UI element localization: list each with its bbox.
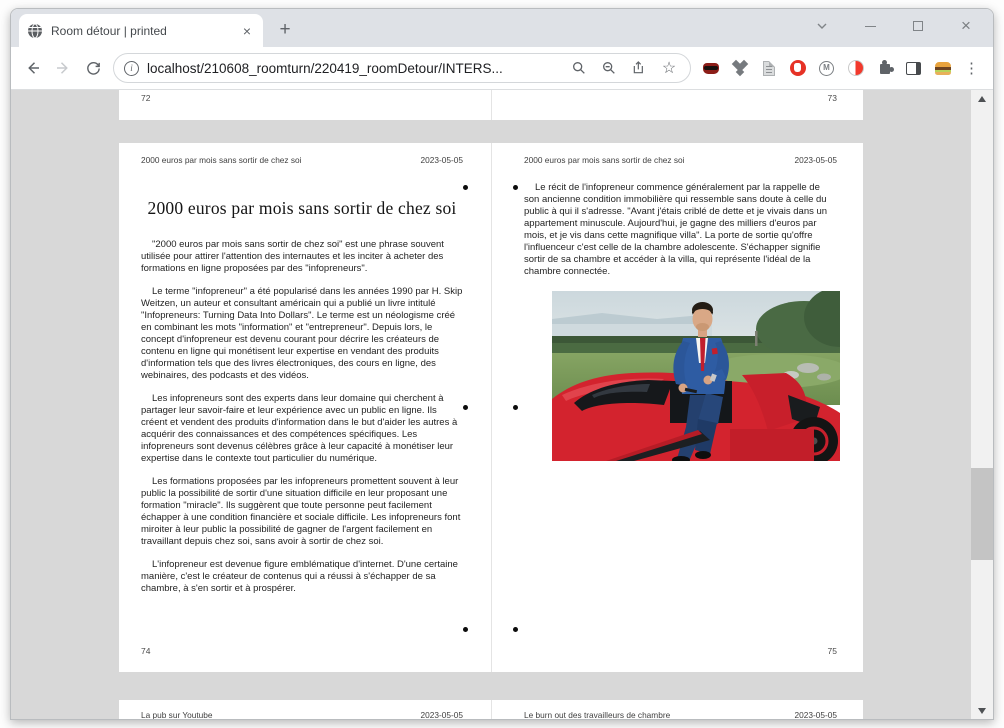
paragraph: L'infopreneur est devenue figure emblématique d'internet. D'une certaine manière, c'est le créateur de contenus qui a réussi à s'échapper de sa chambre, à s'en sortir et à prospérer. (141, 559, 458, 594)
vertical-scrollbar[interactable] (971, 90, 993, 719)
page-75-body (524, 182, 837, 278)
bullet-dot (463, 405, 468, 410)
page-74-header (141, 155, 463, 165)
page-73-bottom (491, 90, 863, 120)
half-red-circle-extension-icon[interactable] (842, 55, 869, 82)
window-controls (811, 9, 985, 43)
bullet-dot (463, 627, 468, 632)
paragraph: Le terme "infopreneur" a été popularisé dans les années 1990 par H. Skip Weitzen, un auteur et consultant américain qui a publié un livre intitulé "Infopreneurs: Turning Data Into Dollars". Le terme est un néologisme créé en combinant les mots "information" et "entrepreneur". Depuis lors, le concept d'infopreneur est devenu courant pour décrire les créateurs de contenu en ligne qui monétisent leur expertise en vendant des produits d'information tels que des livres électroniques, des cours en ligne, des webinaires, des podcasts et des vidéos. (141, 286, 463, 381)
tab-strip (11, 9, 993, 47)
share-icon[interactable] (628, 57, 650, 79)
paragraph: Le récit de l'infopreneur commence généralement par la rappelle de son ancienne condition immobilière qui ressemble sans doute à celle du public à qui il s'adresse. "Avant j'étais criblé de dette et je vivais dans un appartement minuscule. Aujourd'hui, je gagne des milliers d'euros par mois, et je vis dans cette magnifique villa". La porte de sortie qu'offre l'influenceur c'est celle de la chambre adolescente. S'échapper signifie sortir de sa chambre et accéder à la villa, qui représente l'idéal de la chambre connectée. (524, 182, 828, 277)
globe-favicon-icon (27, 23, 43, 39)
tab-title: Room détour | printed (51, 23, 167, 38)
forward-icon[interactable] (49, 54, 77, 82)
bookmark-star-icon[interactable]: ☆ (661, 60, 677, 77)
page-info-icon[interactable]: i (124, 61, 139, 76)
zoom-out-icon[interactable] (598, 57, 620, 79)
scrollbar-thumb[interactable] (971, 468, 993, 560)
bullet-dot (513, 627, 518, 632)
page-next-right-top (491, 700, 863, 719)
bullet-dot (513, 405, 518, 410)
tab-room-detour[interactable] (19, 14, 263, 47)
article-title: 2000 euros par mois sans sortir de chez soi (147, 198, 457, 218)
page-74-body (141, 239, 463, 595)
back-icon[interactable] (19, 54, 47, 82)
page-number-72: 72 (141, 93, 151, 103)
page-viewport (11, 90, 993, 719)
stop-hand-extension-icon[interactable] (784, 55, 811, 82)
running-date: 2023-05-05 (420, 710, 463, 719)
scroll-up-icon[interactable] (971, 90, 993, 107)
spread-next (119, 700, 863, 719)
running-title: 2000 euros par mois sans sortir de chez soi (524, 155, 685, 165)
bullet-dot (513, 185, 518, 190)
spread-74-75 (119, 143, 863, 672)
tab-search-chevron-icon[interactable] (811, 15, 833, 37)
document-extension-icon[interactable] (755, 55, 782, 82)
page-72-bottom (119, 90, 491, 120)
new-tab-button[interactable]: + (279, 19, 291, 40)
reload-icon[interactable] (79, 54, 107, 82)
running-date: 2023-05-05 (794, 710, 837, 719)
maximize-button[interactable] (907, 15, 929, 37)
side-panel-icon[interactable] (900, 55, 927, 82)
paragraph: Les formations proposées par les infopreneurs promettent souvent à leur public la possibilité de sortir d'une situation difficile en leur proposant une formation "miracle". Ils suggèrent que toute personne peut facilement échapper à une condition financière et sociale difficile. Les infopreneurs font miroiter à leur public la possibilité de gagner de l'argent facilement en travaillant depuis chez soi, sans avoir à sortir de chez soi. (141, 476, 461, 547)
omnibox[interactable] (113, 53, 691, 83)
page-number-74: 74 (141, 646, 151, 656)
page-75 (491, 143, 863, 672)
window-close-button[interactable]: × (961, 16, 971, 35)
browser-window (10, 8, 994, 720)
running-date: 2023-05-05 (420, 155, 463, 165)
running-title: Le burn out des travailleurs de chambre (524, 710, 671, 719)
running-title: La pub sur Youtube (141, 710, 213, 719)
puzzle-extensions-icon[interactable] (871, 55, 898, 82)
page-74 (119, 143, 491, 672)
browser-menu-icon[interactable]: ⋮ (964, 60, 979, 77)
mask-extension-icon[interactable] (697, 55, 724, 82)
bullet-dot (463, 185, 468, 190)
rm-badge-extension-icon[interactable]: M (813, 55, 840, 82)
page-number-73: 73 (827, 93, 837, 103)
running-date: 2023-05-05 (794, 155, 837, 165)
influencer-photo (552, 291, 840, 461)
url-text[interactable]: localhost/210608_roomturn/220419_roomDetour/INTERS... (147, 60, 503, 76)
page-number-75: 75 (827, 646, 837, 656)
scroll-down-icon[interactable] (971, 702, 993, 719)
dropbox-extension-icon[interactable] (726, 55, 753, 82)
burger-extension-icon[interactable] (929, 55, 956, 82)
search-icon[interactable] (568, 57, 590, 79)
page-75-header (524, 155, 837, 165)
running-title: 2000 euros par mois sans sortir de chez soi (141, 155, 302, 165)
tab-close-icon[interactable]: × (242, 22, 252, 39)
minimize-button[interactable] (859, 15, 881, 37)
paragraph: Les infopreneurs sont des experts dans leur domaine qui cherchent à partager leur savoir-faire et leur expérience avec un public en ligne. Ils créent et vendent des produits d'information dans le but d'aider les autres à acquérir des connaissances et des compétences spécifiques. Les infopreneurs sont devenus célèbres grâce à leur capacité à monétiser leur expertise dans le contexte tout particulier du numérique. (141, 393, 458, 464)
browser-toolbar (11, 47, 993, 90)
spread-72-73 (119, 90, 863, 120)
paragraph: "2000 euros par mois sans sortir de chez soi" est une phrase souvent utilisée pour attirer l'attention des internautes et les inciter à acheter des formations en ligne proposées par des "infopreneurs". (141, 239, 444, 274)
page-next-left-top (119, 700, 491, 719)
